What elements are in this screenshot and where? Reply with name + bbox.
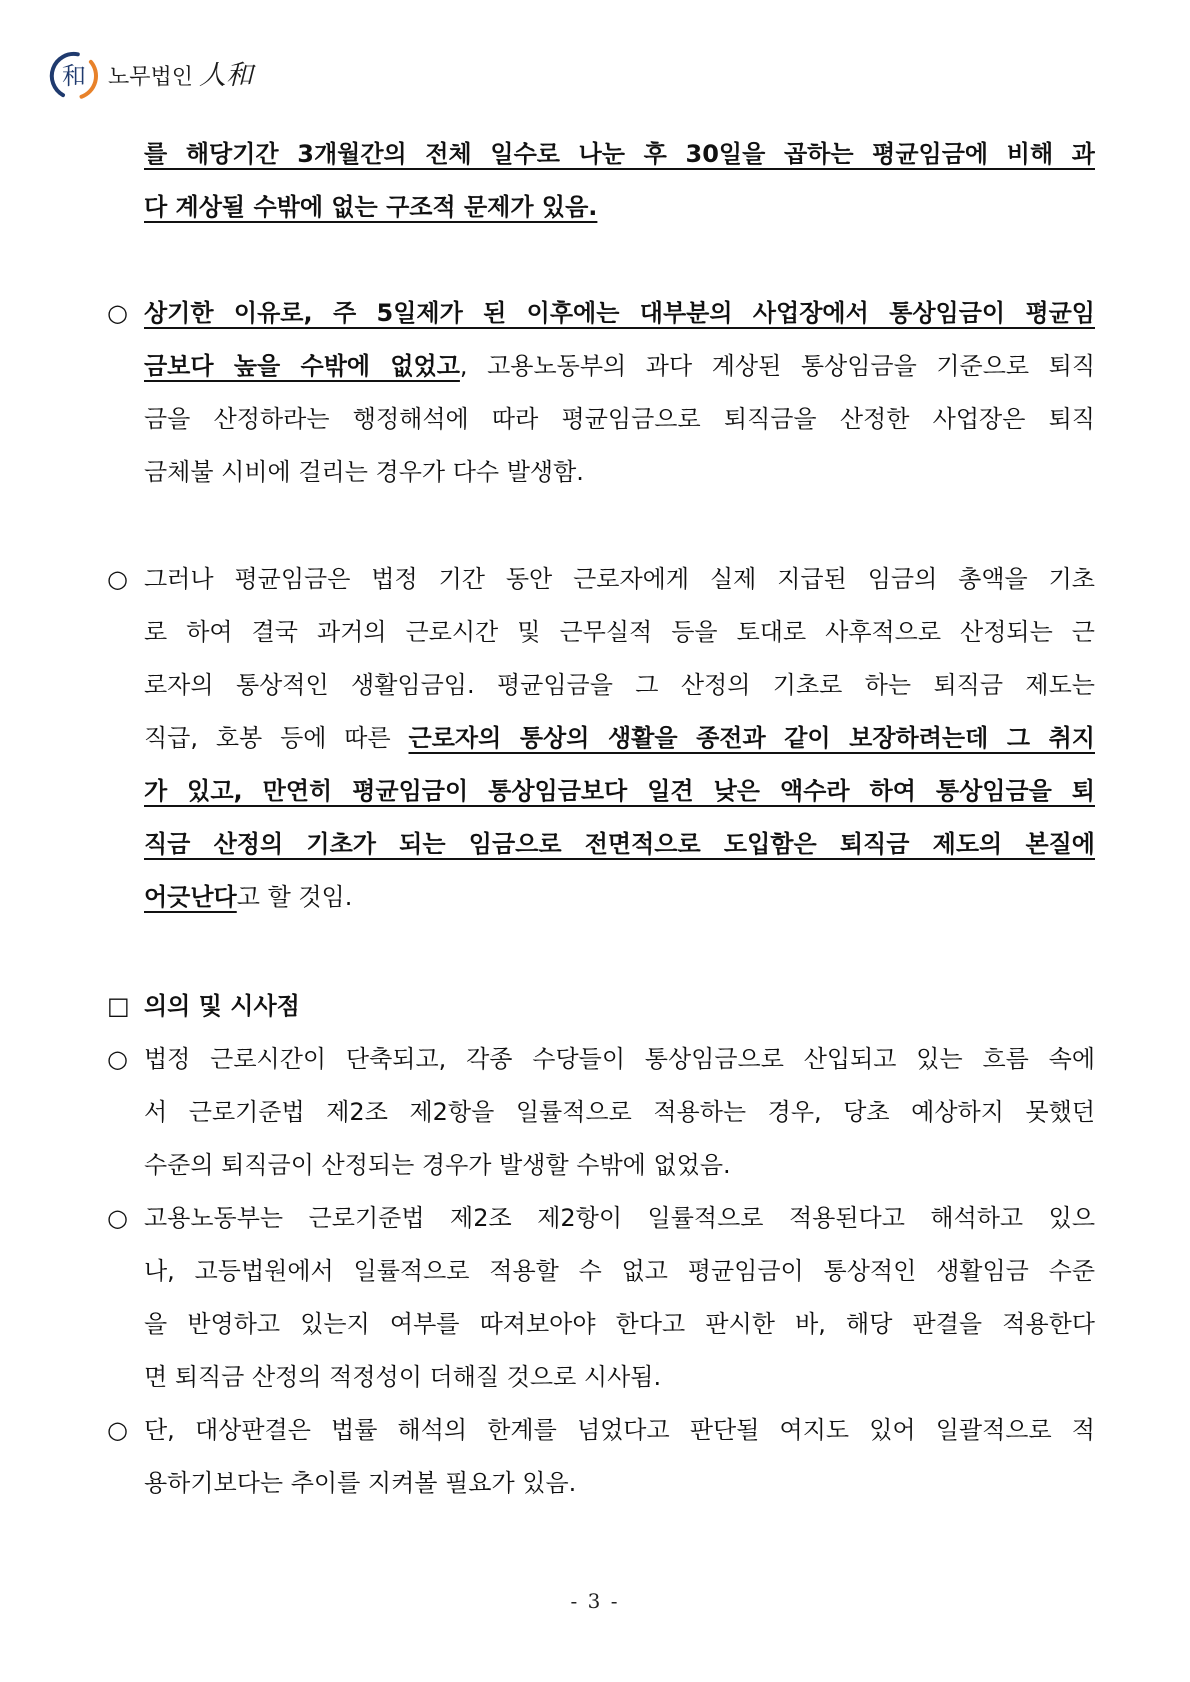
- body-text: 용하기보다는 추이를 지켜볼 필요가 있음.: [144, 1469, 577, 1497]
- text-line: [144, 980, 1095, 1033]
- firm-name-hanja: 人和: [199, 60, 254, 91]
- body-text: 서 근로기준법 제2조 제2항을 일률적으로 적용하는 경우, 당초 예상하지 못했던: [144, 1098, 1095, 1126]
- body-text: 로 하여 결국 과거의 근로시간 및 근무실적 등을 토대로 사후적으로 산정되는 근: [144, 618, 1095, 646]
- text-line: [144, 181, 1095, 234]
- firm-logo-icon: [48, 50, 100, 102]
- text-line: [144, 446, 1095, 499]
- emphasized-text: 직금 산정의 기초가 되는 임금으로 전면적으로 도입함은 퇴직금 제도의 본질에: [144, 830, 1095, 858]
- text-line: [144, 606, 1095, 659]
- emphasized-text: 금보다 높을 수밖에 없었고: [144, 352, 460, 380]
- bullet-paragraph: [107, 1404, 1095, 1510]
- circle-bullet: ○: [107, 1045, 128, 1073]
- text-line: [144, 1404, 1095, 1457]
- paragraph-body: [144, 128, 1095, 234]
- body-text: 고 할 것임.: [236, 883, 353, 911]
- body-text: 금을 산정하라는 행정해석에 따라 평균임금으로 퇴직금을 산정한 사업장은 퇴직: [144, 405, 1095, 433]
- bullet-paragraph: [107, 553, 1095, 924]
- text-line: [144, 712, 1095, 765]
- section-heading-text: 의의 및 시사점: [144, 992, 300, 1020]
- bullet-paragraph: [107, 1192, 1095, 1404]
- text-line: [144, 765, 1095, 818]
- text-line: [144, 393, 1095, 446]
- square-bullet: □: [107, 992, 130, 1020]
- emphasized-text: 다 계상될 수밖에 없는 구조적 문제가 있음.: [144, 193, 598, 221]
- body-text: 법정 근로시간이 단축되고, 각종 수당들이 통상임금으로 산입되고 있는 흐름 속에: [144, 1045, 1095, 1073]
- text-line: [144, 1033, 1095, 1086]
- body-text: 그러나 평균임금은 법정 기간 동안 근로자에게 실제 지급된 임금의 총액을 기초: [144, 565, 1095, 593]
- body-text: 을 반영하고 있는지 여부를 따져보아야 한다고 판시한 바, 해당 판결을 적용한다: [144, 1310, 1095, 1338]
- firm-name-korean: 노무법인: [108, 65, 194, 90]
- text-line: [144, 1139, 1095, 1192]
- text-line: [144, 1192, 1095, 1245]
- paragraph-body: [144, 1033, 1095, 1192]
- bullet-paragraph: [107, 1033, 1095, 1192]
- body-text: 면 퇴직금 산정의 적정성이 더해질 것으로 시사됨.: [144, 1363, 662, 1391]
- circle-bullet: ○: [107, 299, 128, 327]
- text-line: [144, 871, 1095, 924]
- text-line: [144, 1351, 1095, 1404]
- circle-bullet: ○: [107, 565, 128, 593]
- body-text: 나, 고등법원에서 일률적으로 적용할 수 없고 평균임금이 통상적인 생활임금 수준: [144, 1257, 1095, 1285]
- logo-glyph: 和: [62, 62, 86, 90]
- body-text: 로자의 통상적인 생활임금임. 평균임금을 그 산정의 기초로 하는 퇴직금 제도는: [144, 671, 1095, 699]
- body-text: 금체불 시비에 걸리는 경우가 다수 발생함.: [144, 458, 584, 486]
- body-text: 직급, 호봉 등에 따른: [144, 724, 409, 752]
- paragraph-body: [144, 1192, 1095, 1404]
- emphasized-text: 를 해당기간 3개월간의 전체 일수로 나눈 후 30일을 곱하는 평균임금에 비해 과: [144, 140, 1095, 168]
- body-text: , 고용노동부의 과다 계상된 통상임금을 기준으로 퇴직: [459, 352, 1095, 380]
- firm-name: [108, 58, 253, 94]
- text-line: [144, 128, 1095, 181]
- text-line: [144, 1457, 1095, 1510]
- emphasized-text: 가 있고, 만연히 평균임금이 통상임금보다 일견 낮은 액수라 하여 통상임금을 퇴: [144, 777, 1095, 805]
- paragraph-continuation: [144, 128, 1095, 234]
- text-line: [144, 340, 1095, 393]
- circle-bullet: ○: [107, 1416, 128, 1444]
- body-text: 단, 대상판결은 법률 해석의 한계를 넘었다고 판단될 여지도 있어 일괄적으로 적: [144, 1416, 1095, 1444]
- text-line: [144, 287, 1095, 340]
- paragraph-body: [144, 287, 1095, 499]
- body-text: 고용노동부는 근로기준법 제2조 제2항이 일률적으로 적용된다고 해석하고 있으: [144, 1204, 1095, 1232]
- emphasized-text: 근로자의 통상의 생활을 종전과 같이 보장하려는데 그 취지: [408, 724, 1095, 752]
- paragraph-body: [144, 553, 1095, 924]
- circle-bullet: ○: [107, 1204, 128, 1232]
- page-number: - 3 -: [570, 1589, 620, 1613]
- text-line: [144, 1245, 1095, 1298]
- body-text: 수준의 퇴직금이 산정되는 경우가 발생할 수밖에 없었음.: [144, 1151, 731, 1179]
- text-line: [144, 1298, 1095, 1351]
- bullet-paragraph: [107, 287, 1095, 499]
- emphasized-text: 어긋난다: [144, 883, 237, 911]
- text-line: [144, 818, 1095, 871]
- section-heading: [107, 980, 1095, 1033]
- paragraph-body: [144, 1404, 1095, 1510]
- text-line: [144, 659, 1095, 712]
- text-line: [144, 1086, 1095, 1139]
- emphasized-text: 상기한 이유로, 주 5일제가 된 이후에는 대부분의 사업장에서 통상임금이 평균임: [144, 299, 1095, 327]
- text-line: [144, 553, 1095, 606]
